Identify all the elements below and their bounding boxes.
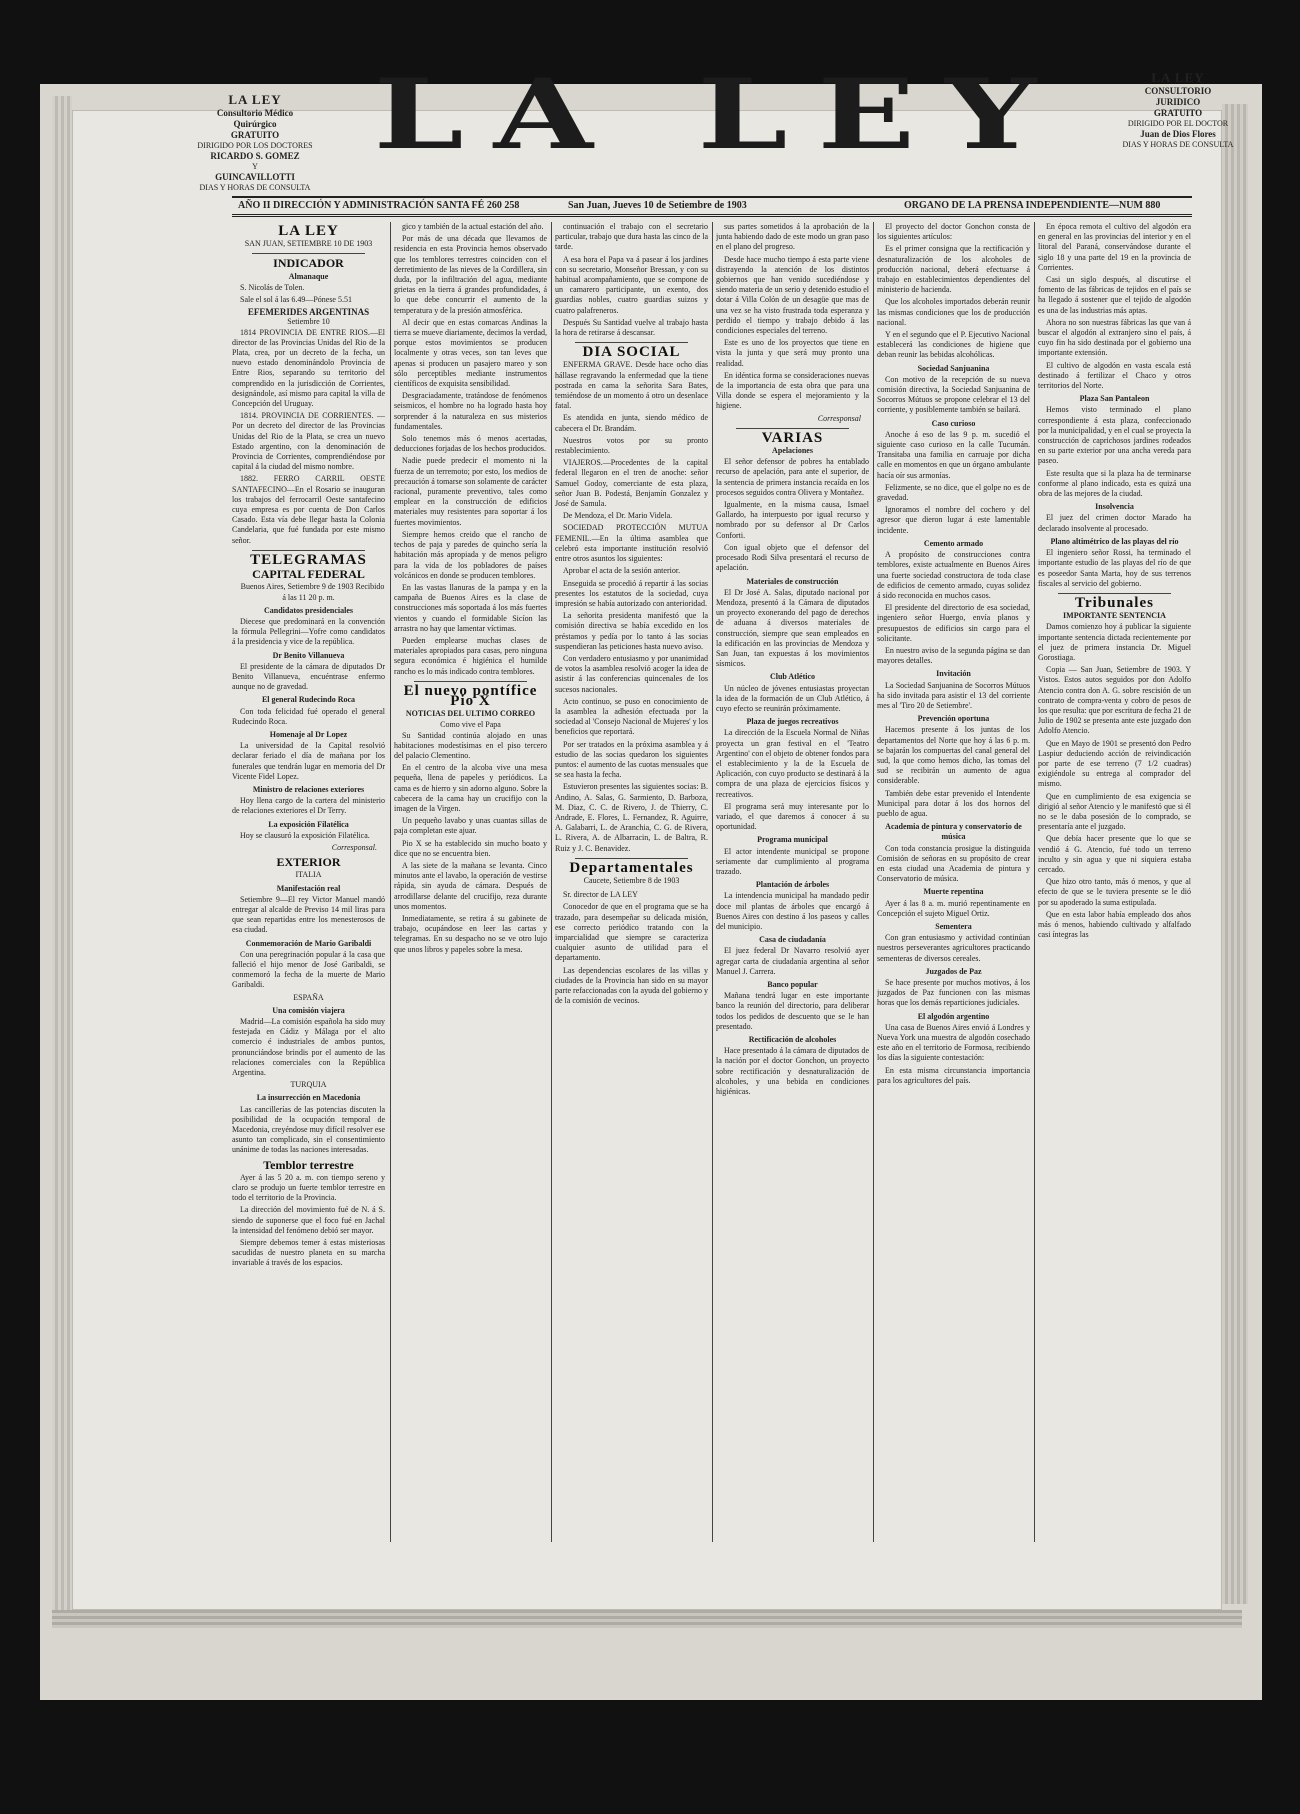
section-heading: Tribunales — [1075, 594, 1154, 611]
subheading: Plano altimétrico de las playas del río — [1050, 536, 1179, 546]
paragraph: El presidente del directorio de esa sociedad, ingeniero señor Huergo, envía planos y presupuestos de edificios sin cargo para el solicitante. — [877, 603, 1030, 643]
paragraph: En época remota el cultivo del algodón era en general en las provincias del interior y en el litoral del Paraná, conservándose durante el siglo 18 y una parte del 19 en la provincia de Corrientes. — [1038, 222, 1191, 272]
section-heading: El nuevo pontífice Pio X — [403, 682, 538, 709]
column-date: SAN JUAN, SETIEMBRE 10 DE 1903 — [244, 239, 373, 249]
paragraph: Aprobar el acta de la sesión anterior. — [563, 566, 681, 576]
masthead-left-box — [165, 92, 345, 193]
subheading: Materiales de construcción — [746, 576, 839, 586]
page-edge-bottom — [52, 1610, 1242, 1628]
subheading: Juzgados de Paz — [925, 966, 982, 976]
masthead-title-text: LA LEY — [373, 58, 1067, 172]
right-box-line: DIRIGIDO POR EL DOCTOR — [1127, 119, 1229, 128]
paragraph: En esta misma circunstancia importancia para los agricultores del país. — [877, 1065, 1030, 1085]
subheading: Club Atlético — [769, 672, 816, 682]
paragraph: Con verdadero entusiasmo y por unanimidad de votos la asamblea resolvió acoger la idea de asistir á las conferencias quincenales de los sucesos nacionales. — [555, 653, 708, 694]
subheading: La insurrección en Macedonia — [256, 1093, 361, 1103]
paragraph: El señor defensor de pobres ha entablado recurso de apelación, para ante el superior, de la sentencia de primera instancia recaída en los procesos seguidos contra Olivera y Montañez. — [716, 457, 869, 497]
right-box-name: LA LEY — [1151, 70, 1205, 85]
subheading: Prevención oportuna — [917, 714, 990, 724]
paragraph: Siempre debemos temer á estas misteriosas sacudidas de nuestro planeta en su marcha invariable á través de los espacios. — [232, 1238, 385, 1268]
paragraph: Que en cumplimiento de esa exigencia se dirigió al señor Atencio y le manifestó que si él no se le daba posesión de lo comprado, se presentaría ante el juzgado. — [1038, 791, 1191, 832]
column-rule — [390, 222, 391, 1542]
subheading: ESPAÑA — [293, 992, 324, 1002]
signature: Corresponsal — [817, 413, 861, 423]
masthead-right-box — [1088, 70, 1268, 150]
paragraph: Desde hace mucho tiempo á esta parte viene distrayendo la atención de los distintos gobiernos que han venido sucediéndose y siendo materia de un serio y detenido estudio el dotar á Villa Colón de un desagüe que mas de una vez se ha visto frustrada toda esperanza y perdido el tiempo y trabajo debido á las condiciones especiales del terreno. — [716, 254, 869, 336]
page-edge-right — [1222, 104, 1248, 1604]
subheading: Casa de ciudadanía — [759, 935, 826, 945]
paragraph: Su Santidad continúa alojado en unas habitaciones modestísimas en el piso tercero del palacio Clementino. — [394, 730, 547, 760]
paragraph: Hace presentado á la cámara de diputados de la nación por el doctor Gonchon, un proyecto sobre rectificación y desnaturalización de alcoholes, y una bebida en condiciones higiénicas. — [716, 1046, 869, 1097]
paragraph: sus partes sometidos á la aprobación de la junta habiendo dado de este modo un gran paso en el plano del progreso. — [716, 222, 869, 252]
section-heading: EXTERIOR — [276, 855, 341, 870]
column-1 — [232, 222, 385, 1542]
right-box-line: JURIDICO — [1155, 97, 1201, 107]
divider — [252, 253, 365, 254]
paragraph: 1814 PROVINCIA DE ENTRE RIOS.—El director de las Provincias Unidas del Rio de la Plata, crea, por un decreto de la fecha, un nuevo estado denominándolo Provincia de Entre Rios, separando su territorio del comprendido en la jurisdicción de Corrientes, designándole, así mismo para capital la villa de Concepción del Uruguay. — [232, 327, 385, 409]
column-rule — [1034, 222, 1035, 1542]
paragraph: A esa hora el Papa va á pasear á los jardines con su secretario, Monseñor Bressan, y con su habitual acompañamiento, que se compone de un camarero participante, un exento, dos guardias nobles, cuatro guardias suizos y cuatro palafreneros. — [555, 254, 708, 315]
section-heading: Temblor terrestre — [263, 1157, 354, 1172]
paragraph: Que en esta labor había empleado dos años más ó menos, habiendo cultivado y alfalfado casi íntegras las — [1038, 909, 1191, 940]
left-box-line: Y — [252, 162, 258, 171]
paragraph: A las siete de la mañana se levanta. Cinco minutos ante el lavabo, la operación de vestirse rápida, sin ayuda de cámara. Después de arrodillarse delante del crucifijo, reza durante unos momentos. — [394, 860, 547, 911]
paragraph: Hemos visto terminado el plano correspondiente á esta plaza, confeccionado por la municipalidad, y en el cual se proyecta la construcción de caprichosos jardines rodeados en su parte exterior por una ancha vereda para paseo. — [1038, 405, 1191, 466]
paragraph: Que en Mayo de 1901 se presentó don Pedro Laspiur deduciendo acción de reivindicación por parte de ese terreno (7 1/2 cuadras) exigiéndole su entrega al comprador del mismo. — [1038, 738, 1191, 789]
paragraph: Es el primer consigna que la rectificación y desnaturalización de los alcoholes de producción nacional, deberá efectuarse á trabajo en establecimientos dependientes del ministerio de hacienda. — [877, 244, 1030, 295]
subheading: Conmemoración de Mario Garibaldi — [245, 938, 372, 948]
paragraph: continuación el trabajo con el secretario particular, trabajo que dura hasta las cinco de la tarde. — [555, 222, 708, 252]
column-3 — [555, 222, 708, 1542]
subheading: El algodón argentino — [917, 1011, 990, 1021]
divider — [575, 858, 688, 859]
paragraph: Copia — San Juan, Setiembre de 1903. Y Vistos. Estos autos seguidos por don Adolfo Atencio contra don A. G. sobre rescisión de un contrato de compra-venta y cobro de pesos de los que resulta: que por escritura de fecha 21 de Julio de 1902 se presenta ante este juzgado don Adolfo Atencio. — [1038, 665, 1191, 736]
paragraph: Este es uno de los proyectos que tiene en vista la junta y que será muy pronto una realidad. — [716, 338, 869, 368]
paragraph: El ingeniero señor Rossi, ha terminado el importante estudio de las playas del río de que es poseedor Santa Marta, hoy de sus terrenos fiscales al servicio del gobierno. — [1038, 548, 1191, 588]
subheading: Una comisión viajera — [272, 1005, 345, 1015]
column-2 — [394, 222, 547, 1542]
divider — [252, 550, 365, 551]
left-box-line: GUINCAVILLOTTI — [215, 172, 295, 182]
subheading: Insolvencia — [1095, 502, 1134, 512]
paragraph: Una casa de Buenos Aires envió á Londres y Nueva York una muestra de algodón cosechado este año en el territorio de Formosa, recibiendo los días la siguiente contestación: — [877, 1022, 1030, 1063]
paragraph: Al decir que en estas comarcas Andinas la tierra se mueve diariamente, decimos la verdad, porque estos movimientos se producen localmente y otras veces, son tan leves que apenas si producen un pasajero mareo y son sólo perceptibles mediante instrumentos científicos de exquisita sensibilidad. — [394, 317, 547, 389]
paragraph: 1814. PROVINCIA DE CORRIENTES. —Por un decreto del director de las Provincias Unidas del Rio de la Plata, se crea un nuevo Estado argentino, con la denominación de Provincia de Corrientes, comprendiéndose por capital á la ciudad del mismo nombre. — [232, 411, 385, 472]
paragraph: El juez del crimen doctor Marado ha declarado insolvente al procesado. — [1038, 513, 1191, 533]
subheading: Apelaciones — [772, 446, 813, 456]
subheading: Dr Benito Villanueva — [272, 650, 345, 660]
section-heading: DIA SOCIAL — [582, 344, 681, 361]
subheading: Muerte repentina — [923, 887, 984, 897]
paragraph: Por ser tratados en la próxima asamblea y á estudio de las socias quedaron los siguientes puntos: el aumento de las cuotas mensuales que se sea hasta la fecha. — [555, 739, 708, 780]
paragraph: En las vastas llanuras de la pampa y en la campaña de Buenos Aires es la clase de construcciones más soportada á los más fuertes vientos y cuando el formidable Sicíon las arrastra no hay que lamentar víctimas. — [394, 582, 547, 633]
paragraph: Que los alcoholes importados deberán reunir las mismas condiciones que los de producción nacional. — [877, 297, 1030, 327]
paragraph: Las cancillerías de las potencias discuten la posibilidad de la ocupación temporal de Macedonia, creyéndose muy difícil resolver ese asunto tan complicado, sin el consentimiento unánime de todas las naciones interesadas. — [232, 1104, 385, 1155]
column-6 — [1038, 222, 1191, 1542]
subheading: Setiembre 10 — [287, 317, 330, 327]
left-box-line: DIAS Y HORAS DE CONSULTA — [199, 183, 311, 192]
paragraph: El actor intendente municipal se propone seriamente dar cumplimiento al programa trazado. — [716, 846, 869, 876]
section-heading: CAPITAL FEDERAL — [252, 567, 365, 582]
subheading: Banco popular — [767, 980, 818, 990]
column-5 — [877, 222, 1030, 1542]
subheading: Rectificación de alcoholes — [748, 1035, 837, 1045]
paragraph: El presidente de la cámara de diputados Dr Benito Villanueva, encuéntrase enfermo aunque no de gravedad. — [232, 661, 385, 692]
paragraph: De Mendoza, el Dr. Mario Videla. — [563, 511, 673, 521]
paragraph: Damos comienzo hoy á publicar la siguiente importante sentencia dictada recientemente por el juez de primera instancia Dr. Miguel Gorostiaga. — [1038, 622, 1191, 662]
subheading: La exposición Filatélica — [268, 819, 349, 829]
paragraph: Mañana tendrá lugar en este importante banco la reunión del directorio, para deliberar todos los pedidos de descuento que se le han presentado. — [716, 991, 869, 1031]
dateline-date: San Juan, Jueves 10 de Setiembre de 1903 — [568, 200, 747, 211]
left-box-line: RICARDO S. GOMEZ — [210, 151, 300, 161]
subheading: Plaza San Pantaleon — [1079, 394, 1150, 404]
subheading: Programa municipal — [757, 835, 828, 845]
paragraph: Casi un siglo después, al discutirse el fomento de las fábricas de tejidos en el país se ha llegado á sostener que el tejido de algodón es una de las industrias más aptas. — [1038, 275, 1191, 315]
paragraph: Siempre hemos creido que el rancho de techos de paja y paredes de quincho sería la habitación más apropiada y de menos peligro para la vida de los pobladores de países volcánicos en donde se producen temblores. — [394, 529, 547, 580]
paragraph: Estuvieron presentes las siguientes socias: B. Andino, A. Salas, G. Sarmiento, D. Barboza, M. Diaz, C. C. de Rivero, J. de Thierry, C. Andrade, E. Flores, L. Fernandez, R. Aguirre, A. Galabarri, L. de Aranchia, C. G. de Rivera, L. Rivera, A. de Albarracin, L. de Baltra, R. Ruiz y J. C. Benavidez. — [555, 782, 708, 853]
paragraph: El Dr José A. Salas, diputado nacional por Mendoza, presentó á la Cámara de diputados un proyecto exonerando del pago de derechos de aduana á diversos materiales de construcción, siempre que sean empleados en la edificación en las provincias de Mendoza y San Juan, tan expuestas á los movimientos sísmicos. — [716, 587, 869, 669]
subheading: Ministro de relaciones exteriores — [252, 784, 365, 794]
paragraph: Pio X se ha establecido sin mucho boato y dice que no se encuentra bien. — [394, 838, 547, 858]
paragraph: Setiembre 9—El rey Victor Manuel mandó entregar al alcalde de Previso 14 mil liras para que sean repartidas entre los menesterosos de esa ciudad. — [232, 894, 385, 935]
paragraph: La dirección de la Escuela Normal de Niñas proyecta un gran festival en el 'Teatro Argentino' con el objeto de obtener fondos para el establecimiento y la de la Escuela de Aplicación, con cuyo producto se destinará á la compra de una plaza de ejercicios físicos y recreativos. — [716, 728, 869, 799]
subheading: Invitación — [936, 669, 971, 679]
paragraph: A propósito de construcciones contra temblores, existe actualmente en Buenos Aires una fuerte sociedad constructora de toda clase de edificios de cemento armado, cuyas solidez á sido reconocida en muchos casos. — [877, 550, 1030, 600]
paragraph: Las dependencias escolares de las villas y ciudades de la Provincia han sido en su mayor parte refaccionadas con la ayuda del gobierno y de la comisión de vecinos. — [555, 965, 708, 1006]
paragraph: Un pequeño lavabo y unas cuantas sillas de paja completan este ajuar. — [394, 816, 547, 836]
left-box-line: GRATUITO — [230, 130, 280, 140]
paragraph: Con toda felicidad fué operado el general Rudecindo Roca. — [232, 706, 385, 726]
paragraph: Hacemos presente á los juntas de los departamentos del Norte que hoy á las 6 p. m. se bajarán los compuertas del canal general del sud, la que como hemos dicho, las tomas del sud se recibirán un aumento de agua considerable. — [877, 725, 1030, 786]
subheading: Manifestación real — [276, 883, 341, 893]
divider — [1058, 593, 1171, 594]
paragraph: S. Nicolás de Tolen. — [240, 282, 305, 292]
paragraph: Enseguida se procedió á repartir á las socias presentes los estatutos de la sociedad, cuya impresión se había autorizado con anterioridad. — [555, 578, 708, 608]
paragraph: Que debía hacer presente que lo que se vendió á G. Atencio, fué todo un terreno inculto y sin agua y que ni siquiera estaba cercado. — [1038, 834, 1191, 874]
paragraph: Acto continuo, se puso en conocimiento de la asamblea la adhesión efectuada por la sociedad al 'Consejo Nacional de Mujeres' y los beneficios que reportará. — [555, 696, 708, 737]
dateline-right: ORGANO DE LA PRENSA INDEPENDIENTE—NUM 880 — [904, 200, 1161, 211]
column-4 — [716, 222, 869, 1542]
paragraph: Conocedor de que en el programa que se ha trazado, para desempeñar su delicada misión, ese correcto periódico tratando con la imparcialidad que siempre se caracteriza cualquier asunto de utilidad para el departamento. — [555, 902, 708, 963]
paragraph: El juez federal Dr Navarro resolvió ayer agregar carta de ciudadanía argentina al señor Manuel J. Carrera. — [716, 946, 869, 976]
section-heading: INDICADOR — [273, 256, 344, 271]
subheading: Candidatos presidenciales — [264, 605, 353, 615]
paragraph: 1882. FERRO CARRIL OESTE SANTAFECINO—En el Rosario se inauguran los trabajos del ferrocarril Oeste santafecino cuya empresa es por cuenta de Don Carlos Casado. Esta vía debe llegar hasta la Colonia Candelaria, que fué fundada por este mismo señor. — [232, 474, 385, 545]
dateline-left: AÑO II DIRECCIÓN Y ADMINISTRACIÓN SANTA FÉ 260 258 — [238, 200, 520, 211]
left-box-line: Quirúrgico — [233, 119, 277, 129]
paragraph: La dirección del movimiento fué de N. á S. siendo de suponerse que el foco fué en Jachal la intensidad del fenómeno debió ser mayor. — [232, 1205, 385, 1235]
paragraph: Se hace presente por muchos motivos, á los juzgados de Paz funcionen con las mismas horas que los demás reparticiones judiciales. — [877, 978, 1030, 1008]
paragraph: El proyecto del doctor Gonchon consta de los siguientes artículos: — [877, 222, 1030, 242]
subheading: ITALIA — [295, 870, 322, 880]
paragraph: En nuestro aviso de la segunda página se dan mayores detalles. — [877, 645, 1030, 666]
paragraph: Con motivo de la recepción de su nueva comisión directiva, la Sociedad Sanjuanina de Socorros Mútuos se propone celebrar el 13 del corriente, y posiblemente también se bailará. — [877, 374, 1030, 415]
left-box-name: LA LEY — [228, 92, 282, 107]
paragraph: En el centro de la alcoba vive una mesa pequeña, llena de papeles y periódicos. La cama es de hierro y sin adorno alguno. Sobre la cabecera de la cama hay un crucifijo con la imagen de la Virgen. — [394, 763, 547, 813]
paragraph: Con igual objeto que el defensor del procesado Rodi Silva presentará el recurso de apelación. — [716, 542, 869, 573]
paragraph: Después Su Santidad vuelve al trabajo hasta la hora de retirarse á descansar. — [555, 317, 708, 338]
right-box-line: GRATUITO — [1153, 108, 1203, 118]
column-date: Caucete, Setiembre 8 de 1903 — [583, 875, 680, 885]
paragraph: Que hizo otro tanto, más ó menos, y que al efecto de que se le tuviera presente se le dió por su apoderado la suma estipulada. — [1038, 877, 1191, 907]
divider — [414, 681, 527, 682]
subheading: Plaza de juegos recreativos — [746, 717, 839, 727]
paragraph: Sale el sol á las 6.49—Pónese 5.51 — [240, 295, 352, 305]
section-heading: EFEMERIDES ARGENTINAS — [247, 307, 370, 318]
paragraph: VIAJEROS.—Procedentes de la capital federal llegaron en el tren de anoche: señor Samuel Godoy, comerciante de esta plaza, señor Juan B. Podestá, Benjamín Gonzalez y José de Samula. — [555, 458, 708, 509]
paragraph: Pueden emplearse muchas clases de materiales apropiados para casas, pero ninguna segura económica é higiénica el humilde rancho es lo más indicado contra temblores. — [394, 635, 547, 676]
paragraph: gico y también de la actual estación del año. — [402, 222, 544, 231]
paragraph: Nuestros votos por su pronto restablecimiento. — [555, 435, 708, 456]
paragraph: Anoche á eso de las 9 p. m. sucedió el siguiente caso curioso en la calle Tucumán. Transitaba una familia en carruaje por dicha calle en momentos en que un órgano ambulante hacía oír sus armonías. — [877, 429, 1030, 480]
paragraph: Inmediatamente, se retira á su gabinete de trabajo, ocupándose en leer las cartas y telegramas. En su despacho no se ve otro lujo que unos libros y papeles sobre la mesa. — [394, 914, 547, 954]
right-box-line: CONSULTORIO — [1144, 86, 1212, 96]
paragraph: Ahora no son nuestras fábricas las que van á buscar el algodón al extranjero sino el país, á cuyo fin ha sido destinada por el gobierno una importante extensión. — [1038, 317, 1191, 358]
paragraph: El cultivo de algodón en vasta escala está destinado á fertilizar el Chaco y otros territorios del Norte. — [1038, 360, 1191, 391]
paragraph: Nadie puede predecir el momento ni la fuerza de un terremoto; por esto, los medios de precaución á tomarse son solamente de carácter racional, puramente preventivo, tales como emplear en la construcción de edificios materiales muy resistentes para soportar á los fuertes movimientos. — [394, 456, 547, 527]
paragraph: Con una peregrinación popular á la casa que falleció el hijo menor de José Garibaldi, se conmemoró la fecha de la muerte de Mario Garibaldi. — [232, 949, 385, 990]
section-heading: TELEGRAMAS — [250, 551, 367, 568]
paragraph: El programa será muy interesante por lo variado, el que daremos á conocer á su oportunidad. — [716, 801, 869, 832]
right-box-line: Juan de Dios Flores — [1140, 129, 1216, 139]
paragraph: Ignoramos el nombre del cochero y del agresor que dieron lugar á este lamentable incidente. — [877, 505, 1030, 535]
paragraph: Ayer á las 8 a. m. murió repentinamente en Concepción el sujeto Miguel Ortiz. — [877, 898, 1030, 918]
subheading: Almanaque — [288, 271, 329, 281]
subheading: IMPORTANTE SENTENCIA — [1063, 611, 1166, 621]
paragraph: Hoy se clausuró la exposición Filatélica. — [240, 830, 370, 840]
paragraph: Igualmente, en la misma causa, Ismael Gallardo, ha interpuesto por igual recurso y nombrado por su defensor al Dr Carlos Conforti. — [716, 500, 869, 540]
left-box-line: Consultorio Médico — [216, 108, 294, 118]
paragraph: Con gran entusiasmo y actividad continúan nuestros perseverantes agricultores practicando sementeras de diversos cereales. — [877, 933, 1030, 963]
paragraph: SOCIEDAD PROTECCIÓN MUTUA FEMENIL.—En la última asamblea que celebró esta importante institución resolvió entre otros asuntos los siguientes: — [555, 523, 708, 564]
paragraph: Y en el segundo que el P. Ejecutivo Nacional establecerá las condiciones de higiene que deban reunir las bebidas alcohólicas. — [877, 330, 1030, 360]
paragraph: Solo tenemos más ó menos acertadas, deducciones forjadas de los hechos producidos. — [394, 434, 547, 454]
masthead-title — [340, 60, 1100, 170]
paragraph: Un núcleo de jóvenes entusiastas proyectan la idea de la formación de un Club Atlético, á cuyo efecto se reunirán próximamente. — [716, 683, 869, 713]
paragraph: ENFERMA GRAVE. Desde hace ocho días hállase regravando la enfermedad que la tiene postrada en cama la señorita Sara Bates, temiéndose de un momento á otro un desenlace fatal. — [555, 360, 708, 411]
subheading: TURQUIA — [290, 1080, 327, 1090]
paragraph: Sr. director de LA LEY — [563, 890, 638, 900]
right-box-line: DIAS Y HORAS DE CONSULTA — [1122, 140, 1234, 149]
paragraph: Este resulta que si la plaza ha de terminarse conforme al plano indicado, esta es quizá una obra de las mejores de la ciudad. — [1038, 468, 1191, 499]
dateline-bar — [232, 196, 1192, 217]
subheading: Homenaje al Dr Lopez — [269, 729, 348, 739]
page-edge-left — [52, 96, 72, 1610]
paragraph: La señorita presidenta manifestó que la comisión directiva se había excedido en los préstamos y pedía por lo tanto á las socias suspendieran las peticiones hasta nuevo aviso. — [555, 611, 708, 651]
subheading: Sementera — [935, 922, 972, 931]
paragraph: Por más de una década que llevamos de residencia en esta Provincia hemos observado que los temblores terrestres coinciden con el derretimiento de las nieves de la Cordillera, sin duda, por la infiltración del agua, mediante grietas en la tierra á grandes profundidades, á lo que debe concurrir el aumento de la temperatura y de la presión atmosférica. — [394, 234, 547, 315]
paragraph: Buenos Aires, Setiembre 9 de 1903 Recibido á las 11 20 p. m. — [240, 582, 385, 602]
subheading: El general Rudecindo Roca — [261, 695, 356, 705]
paragraph: La Sociedad Sanjuanina de Socorros Mútuos ha sido invitada para asistir el 13 del corriente mes al 'Tiro 20 de Setiembre'. — [877, 680, 1030, 710]
subheading: Academia de pintura y conservatorio de música — [885, 822, 1022, 842]
paragraph: También debe estar prevenido el Intendente Municipal para dotar á los dos hornos del pueblo de agua. — [877, 788, 1030, 818]
paragraph: Madrid—La comisión española ha sido muy festejada en Cádiz y Málaga por el alto comercio é industriales de ambos puntos, pronunciándose brindis por el aumento de las relaciones comerciales con la República Argentina. — [232, 1017, 385, 1078]
column-rule — [873, 222, 874, 1542]
paragraph: Con toda constancia prosigue la distinguida Comisión de señoras en su propósito de crear en esta ciudad una Academia de pintura y Conservatorio de música. — [877, 843, 1030, 884]
subheading: NOTICIAS DEL ULTIMO CORREO — [405, 709, 536, 719]
paragraph: Es atendida en junta, siendo médico de cabecera el Dr. Brandám. — [555, 413, 708, 433]
subheading: Caso curioso — [931, 418, 976, 428]
divider — [575, 342, 688, 343]
paragraph: Felizmente, se no dice, que el golpe no es de gravedad. — [877, 482, 1030, 503]
signature: Corresponsal. — [331, 842, 377, 852]
paragraph: En idéntica forma se consideraciones nuevas de la importancia de esta obra que para una Villa donde se espera el mejoramiento y la higiene. — [716, 370, 869, 411]
column-rule — [712, 222, 713, 1542]
left-box-line: DIRIGIDO POR LOS DOCTORES — [197, 141, 313, 150]
divider — [736, 428, 849, 429]
subheading: Cemento armado — [923, 538, 984, 548]
paragraph: La intendencia municipal ha mandado pedir doce mil plantas de árboles que encargó á Buenos Aires con destino á los paseos y calles del municipio. — [716, 891, 869, 931]
paragraph: Ayer á las 5 20 a. m. con tiempo sereno y claro se produjo un fuerte temblor terrestre en todo el territorio de la Provincia. — [232, 1172, 385, 1203]
paragraph: Desgraciadamente, tratándose de fenómenos seismicos, el hombre no ha logrado hasta hoy sorprender á la naturaleza en sus misterios fundamentales. — [394, 391, 547, 431]
column-rule — [551, 222, 552, 1542]
section-heading: Departamentales — [569, 859, 694, 876]
paragraph: Hoy llena cargo de la cartera del ministerio de relaciones exteriores el Dr Terry. — [232, 796, 385, 816]
subheading: Como vive el Papa — [440, 720, 501, 730]
subheading: Sociedad Sanjuanina — [917, 363, 990, 373]
column-heading: LA LEY — [278, 223, 339, 239]
paragraph: La universidad de la Capital resolvió declarar feriado el día de mañana por los funerales que tendrán lugar en memoria del Dr Vicente Fidel Lopez. — [232, 741, 385, 781]
section-heading: VARIAS — [761, 429, 824, 446]
subheading: Plantación de árboles — [755, 880, 830, 890]
paragraph: Diecese que predominará en la convención la fórmula Pellegrini—Yofre como candidatos á la presidencia y vice de la república. — [232, 616, 385, 647]
